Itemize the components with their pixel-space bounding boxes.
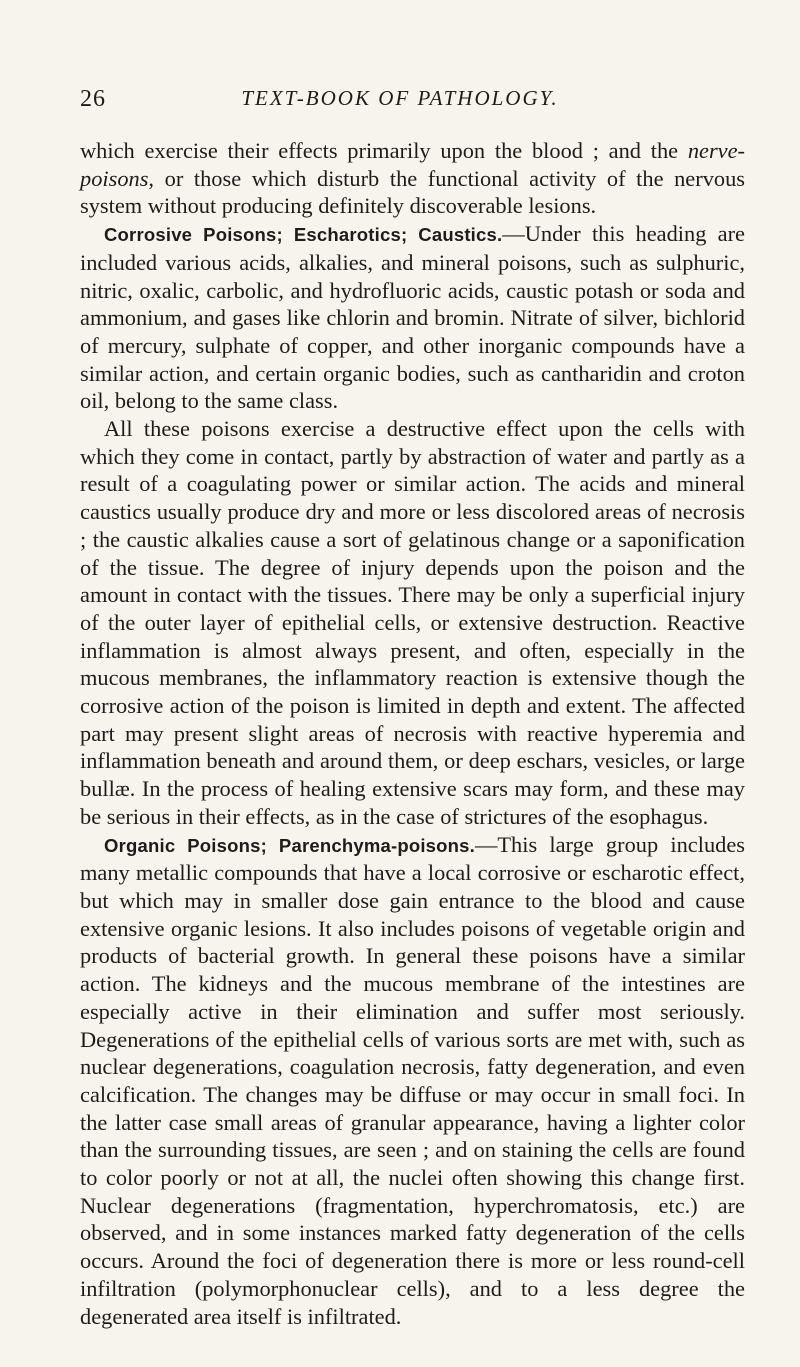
paragraph-corrosive-poisons	[80, 220, 745, 415]
paragraph-text: —This large group includes many metallic compounds that have a local corrosive or escharotic effect, but which may in smaller dose gain entrance to the blood and cause extensive organic lesions. It also includes poisons of vegetable origin and products of bacterial growth. In general these poisons have a similar action. The kidneys and the mucous membrane of the intestines are especially active in their elimination and suffer most seriously. Degenerations of the epithelial cells of various sorts are met with, such as nuclear degenerations, coagulation necrosis, fatty degeneration, and even calcification. The changes may be diffuse or may occur in small foci. In the latter case small areas of granular appearance, having a lighter color than the surrounding tissues, are seen ; and on staining the cells are found to color poorly or not at all, the nuclei often showing this change first. Nuclear degenerations (fragmentation, hyperchromatosis, etc.) are observed, and in some instances marked fatty degeneration of the cells occurs. Around the foci of degeneration there is more or less round-cell infiltration (polymorphonuclear cells), and to a less degree the degenerated area itself is infiltrated.	[80, 831, 745, 1329]
paragraph-destructive-effect	[80, 415, 745, 831]
paragraph-organic-poisons	[80, 831, 745, 1331]
section-heading: Corrosive Poisons; Escharotics; Caustics.	[104, 224, 503, 246]
body-text	[80, 137, 745, 1330]
italic-term: nerve-poisons,	[80, 138, 745, 191]
running-head	[80, 86, 720, 116]
paragraph-continued	[80, 137, 745, 220]
paragraph-text: which exercise their effects primarily upon the blood ; and the	[80, 138, 688, 163]
running-title: TEXT-BOOK OF PATHOLOGY.	[241, 86, 559, 110]
paragraph-text: All these poisons exercise a destructive effect upon the cells with which they come in contact, partly by abstraction of water and partly as a result of a coagulating power or similar action. The acids and mineral caustics usually produce dry and more or less discolored areas of necrosis ; the caustic alkalies cause a sort of gelatinous change or a saponification of the tissue. The degree of injury depends upon the poison and the amount in contact with the tissues. There may be only a superficial injury of the outer layer of epithelial cells, or extensive destruction. Reactive inflammation is almost always present, and often, especially in the mucous membranes, the inflammatory reaction is extensive though the corrosive action of the poison is limited in depth and extent. The affected part may present slight areas of necrosis with reactive hyperemia and inflammation beneath and around them, or deep eschars, vesicles, or large bullæ. In the process of healing extensive scars may form, and these may be serious in their effects, as in the case of strictures of the esophagus.	[80, 416, 745, 829]
page-number: 26	[80, 86, 106, 112]
paragraph-text: —Under this heading are included various acids, alkalies, and mineral poisons, such as sulphuric, nitric, oxalic, carbolic, and hydrofluoric acids, caustic potash or soda and ammonium, and gases like chlorin and bromin. Nitrate of silver, bichlorid of mercury, sulphate of copper, and other inorganic compounds have a similar action, and certain organic bodies, such as cantharidin and croton oil, belong to the same class.	[80, 221, 745, 414]
paragraph-text: or those which disturb the functional activity of the nervous system without producing definitely discoverable lesions.	[80, 165, 745, 219]
section-heading: Organic Poisons; Parenchyma-poisons.	[104, 834, 475, 856]
